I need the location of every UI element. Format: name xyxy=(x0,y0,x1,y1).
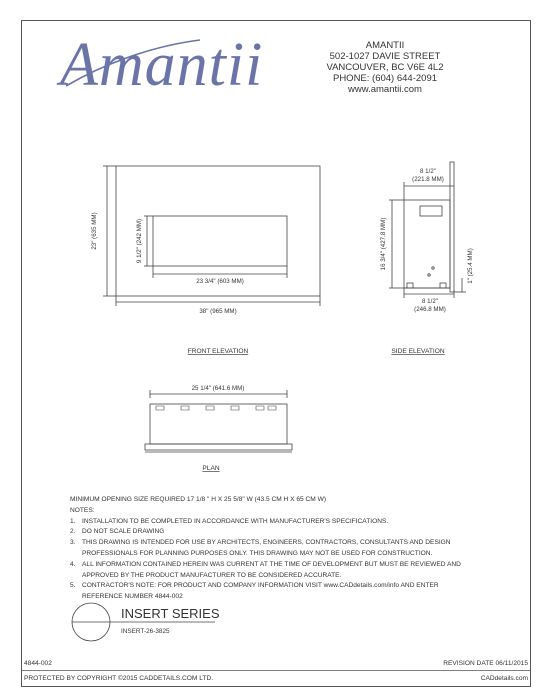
plan-body xyxy=(150,404,287,444)
note-text: REFERENCE NUMBER 4844-002 xyxy=(82,593,183,601)
plan-width: 25 1/4" (641.6 MM) xyxy=(191,385,245,392)
note-line xyxy=(70,571,461,582)
min-opening-note: MINIMUM OPENING SIZE REQUIRED 17 1/8 " H X 25 5/8" W (43.5 CM H X 65 CM W) xyxy=(70,496,327,503)
side-height: 16 3/4" (427.8 MM) xyxy=(380,217,387,271)
notes-header: NOTES: xyxy=(70,506,95,514)
note-line xyxy=(70,538,461,549)
note-line xyxy=(70,560,461,571)
footer-brand[interactable]: CADdetails.com xyxy=(480,675,528,682)
side-top-depth: 8 1/2" xyxy=(420,168,436,175)
note-text: THIS DRAWING IS INTENDED FOR USE BY ARCHITECTS, ENGINEERS, CONTRACTORS, CONSULTANTS AND DESIGN xyxy=(82,539,451,547)
plan-vents xyxy=(156,406,276,410)
side-offset: 1" (25.4 MM) xyxy=(467,248,474,284)
front-opening-height: 9 1/2" (242 MM) xyxy=(136,218,143,264)
side-unit-panel xyxy=(420,206,442,216)
note-line xyxy=(70,549,461,560)
note-line xyxy=(70,517,461,528)
plan-title: PLAN xyxy=(202,465,220,472)
company-address-2: VANCOUVER, BC V6E 4L2 xyxy=(326,62,444,73)
footer-ref-number: 4844-002 xyxy=(24,660,52,667)
note-text: APPROVED BY THE PRODUCT MANUFACTURER TO BE CONSIDERED ACCURATE. xyxy=(82,571,342,579)
amantii-logo: Amantii xyxy=(60,31,264,99)
front-opening-width: 23 3/4" (603 MM) xyxy=(196,278,244,285)
notes-block xyxy=(70,495,461,603)
front-overall-height: 23" (635 MM) xyxy=(91,212,98,250)
company-website[interactable]: www.amantii.com xyxy=(348,84,422,95)
side-wall xyxy=(450,162,454,292)
notes-list xyxy=(70,517,461,603)
company-phone: PHONE: (604) 644-2091 xyxy=(332,73,438,84)
front-overall-width: 38" (965 MM) xyxy=(199,308,237,315)
note-text: ALL INFORMATION CONTAINED HEREIN WAS CURRENT AT THE TIME OF DEVELOPMENT BUT MUST BE REVIEWED AND xyxy=(82,560,461,568)
note-number: 5. xyxy=(70,582,76,590)
note-text: CONTRACTOR'S NOTE: FOR PRODUCT AND COMPANY INFORMATION VISIT www.CADdetails.com/info AND ENTER xyxy=(82,582,439,590)
note-line xyxy=(70,527,461,538)
footer-copyright: PROTECTED BY COPYRIGHT ©2015 CADDETAILS.COM LTD. xyxy=(24,675,214,682)
company-name: AMANTII xyxy=(365,40,405,51)
side-bottom-depth: 8 1/2" xyxy=(422,298,438,305)
side-elevation-title: SIDE ELEVATION xyxy=(391,348,445,355)
note-line xyxy=(70,581,461,592)
side-top-depth-mm: (221.8 MM) xyxy=(412,176,444,183)
front-elevation-title: FRONT ELEVATION xyxy=(187,348,249,355)
note-number: 2. xyxy=(70,528,76,536)
note-number: 4. xyxy=(70,560,76,568)
note-text: PROFESSIONALS FOR PLANNING PURPOSES ONLY. THIS DRAWING MAY NOT BE USED FOR CONSTRUCTION. xyxy=(82,549,433,557)
plan-front-lip xyxy=(145,444,292,450)
front-opening xyxy=(153,216,287,266)
note-number: 1. xyxy=(70,517,76,525)
series-model: INSERT-26-3825 xyxy=(121,628,170,635)
series-title: INSERT SERIES xyxy=(121,606,220,621)
plan-view xyxy=(145,390,292,452)
side-unit-body xyxy=(404,200,450,288)
company-address-1: 502-1027 DAVIE STREET xyxy=(329,51,441,62)
note-text: DO NOT SCALE DRAWING xyxy=(82,528,165,536)
note-number: 3. xyxy=(70,539,76,547)
note-text: INSTALLATION TO BE COMPLETED IN ACCORDANCE WITH MANUFACTURER'S SPECIFICATIONS. xyxy=(82,517,389,525)
note-line xyxy=(70,592,461,603)
side-bottom-depth-mm: (246.8 MM) xyxy=(414,306,446,313)
footer-revision-date: REVISION DATE 06/11/2015 xyxy=(443,660,528,667)
